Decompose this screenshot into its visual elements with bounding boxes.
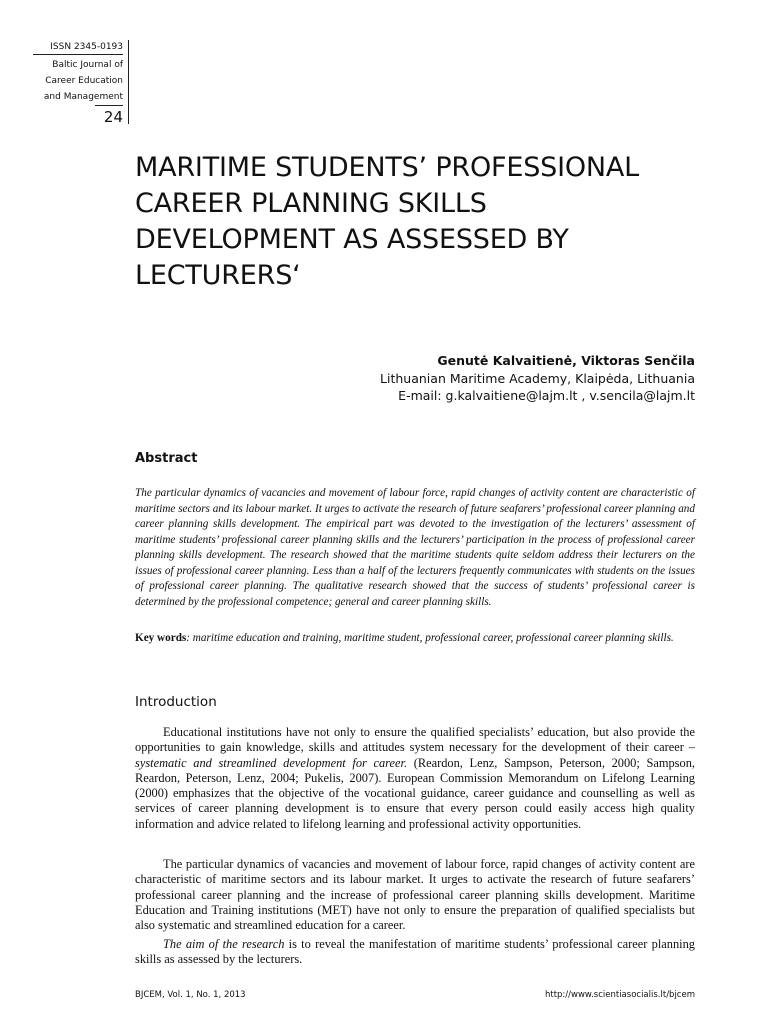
author-block [195,352,695,404]
title-line3: DEVELOPMENT AS ASSESSED BY [135,224,569,255]
para3-italic: The aim of the research [163,937,285,951]
title-line1: MARITIME STUDENTS’ PROFESSIONAL [135,152,640,183]
abstract-text: The particular dynamics of vacancies and movement of labour force, rapid changes of activity content are characteristic of maritime sectors and its labour market. It urges to activate the research of future seafarers’ professional career planning and career planning skills development. The empirical part was devoted to the investigation of the lecturers’ assessment of maritime students’ professional career planning skills and the lecturers’ participation in the process of professional career planning skills development. The research showed that the maritime students quite seldom address their lecturers on the issues of professional career planning. Less than a half of the lecturers frequently communicates with students on the issues of professional career planning. The qualitative research showed that the success of students’ professional career is determined by the professional competence; general and career planning skills. [135,487,695,608]
intro-paragraph-3 [135,937,695,968]
intro-paragraph-1 [135,725,695,832]
keywords-label: Key words [135,632,187,644]
author-affiliation: Lithuanian Maritime Academy, Klaipėda, Lithuania [380,371,695,386]
journal-name-line3: and Management [43,92,123,102]
author-email: E-mail: g.kalvaitiene@lajm.lt , v.sencila@lajm.lt [398,388,695,403]
footer-citation: BJCEM, Vol. 1, No. 1, 2013 [135,990,246,1000]
journal-name-line1: Baltic Journal of [52,60,123,70]
page-number: 24 [95,105,123,126]
para1-italic: systematic and streamlined development for career. [135,755,408,770]
journal-name-line2: Career Education [45,76,123,86]
journal-name [25,57,123,105]
introduction-heading: Introduction [135,694,217,710]
abstract-heading: Abstract [135,451,198,466]
footer-url[interactable]: http://www.scientiasocialis.lt/bjcem [544,990,695,1000]
intro-paragraph-2: The particular dynamics of vacancies and movement of labour force, rapid changes of activity content are characteristic of maritime sectors and its labour market. It urges to activate the research of future seafarers’ professional career planning and the increase of professional career planning skills development. Maritime Education and Training institutions (MET) have not only to ensure the preparation of qualified specialists but also systematic and streamlined education for a career. [135,857,695,933]
author-names: Genutė Kalvaitienė, Viktoras Senčila [437,353,695,368]
para1-text-b: (Reardon, Lenz, Sampson, Peterson, 2000; Sampson, Reardon, Peterson, Lenz, 2004; Pukelis, 2007). European Commission Memorandum on Lifelong Learning (2000) emphasizes that the objective of the vocational guidance, career guidance and counselling as well as services of career planning development is to ensure that every person could easily access high quality information and advice related to lifelong learning and professional activity opportunities. [135,755,695,831]
keywords-text: : maritime education and training, maritime student, professional career, professional career planning skills. [186,632,674,644]
title-line4: LECTURERS‘ [135,260,301,291]
issn: ISSN 2345-0193 [33,42,123,55]
para1-text-a: Educational institutions have not only to ensure the qualified specialists’ education, but also provide the opportunities to gain knowledge, skills and attitudes system necessary for the development of their career – [135,725,695,755]
paper-title [135,150,715,294]
journal-masthead [30,40,129,124]
keywords [135,631,695,647]
para3-text: is to reveal the manifestation of maritime students’ professional career planning skills as assessed by the lecturers. [135,937,695,967]
title-line2: CAREER PLANNING SKILLS [135,188,487,219]
